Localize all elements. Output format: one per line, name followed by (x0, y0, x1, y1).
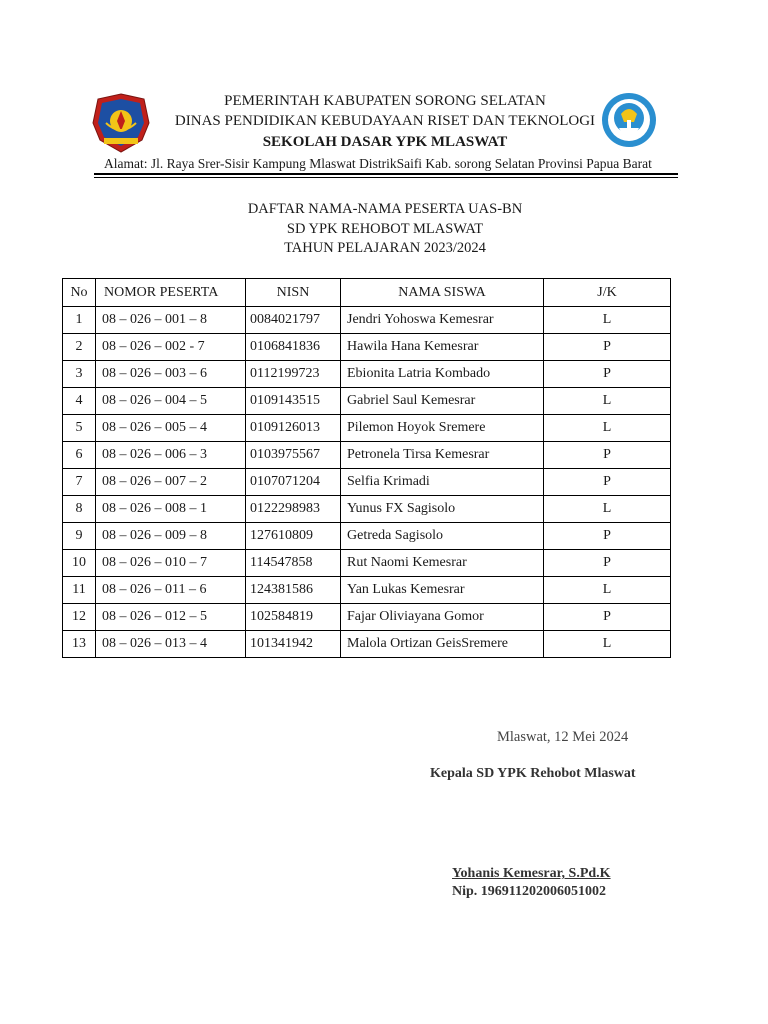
nama-siswa-cell: Petronela Tirsa Kemesrar (341, 442, 544, 469)
row-number-cell: 5 (63, 415, 96, 442)
row-number-cell: 7 (63, 469, 96, 496)
column-header-no: No (63, 279, 96, 307)
jenis-kelamin-cell: L (544, 631, 671, 658)
nama-siswa-cell: Rut Naomi Kemesrar (341, 550, 544, 577)
signature-position: Kepala SD YPK Rehobot Mlaswat (430, 766, 636, 781)
table-header-row (63, 279, 671, 307)
nama-siswa-cell: Fajar Oliviayana Gomor (341, 604, 544, 631)
jenis-kelamin-cell: P (544, 604, 671, 631)
nama-siswa-cell: Hawila Hana Kemesrar (341, 334, 544, 361)
jenis-kelamin-cell: L (544, 307, 671, 334)
header-address: Alamat: Jl. Raya Srer-Sisir Kampung Mlaswat DistrikSaifi Kab. sorong Selatan Provinsi Papua Barat (104, 156, 652, 171)
document-subtitle-year: TAHUN PELAJARAN 2023/2024 (284, 240, 486, 256)
signer-nip: Nip. 196911202006051002 (452, 884, 607, 899)
table-row (63, 604, 671, 631)
jenis-kelamin-cell: L (544, 577, 671, 604)
jenis-kelamin-cell: P (544, 523, 671, 550)
nomor-peserta-cell: 08 – 026 – 011 – 6 (96, 577, 246, 604)
row-number-cell: 6 (63, 442, 96, 469)
header-divider-thin (94, 177, 678, 178)
column-header-nama-siswa: NAMA SISWA (341, 279, 544, 307)
column-header-nisn: NISN (246, 279, 341, 307)
table-row (63, 577, 671, 604)
nisn-cell: 0109143515 (246, 388, 341, 415)
table-row (63, 523, 671, 550)
row-number-cell: 2 (63, 334, 96, 361)
nisn-cell: 0122298983 (246, 496, 341, 523)
jenis-kelamin-cell: P (544, 442, 671, 469)
document-subtitle-school: SD YPK REHOBOT MLASWAT (286, 221, 484, 237)
row-number-cell: 1 (63, 307, 96, 334)
table-row (63, 388, 671, 415)
nama-siswa-cell: Selfia Krimadi (341, 469, 544, 496)
nisn-cell: 0112199723 (246, 361, 341, 388)
row-number-cell: 11 (63, 577, 96, 604)
table-row (63, 496, 671, 523)
nama-siswa-cell: Pilemon Hoyok Sremere (341, 415, 544, 442)
row-number-cell: 9 (63, 523, 96, 550)
header-divider-thick (94, 173, 678, 175)
nomor-peserta-cell: 08 – 026 – 001 – 8 (96, 307, 246, 334)
jenis-kelamin-cell: L (544, 388, 671, 415)
nisn-cell: 0084021797 (246, 307, 341, 334)
nisn-cell: 101341942 (246, 631, 341, 658)
nomor-peserta-cell: 08 – 026 – 005 – 4 (96, 415, 246, 442)
row-number-cell: 13 (63, 631, 96, 658)
table-row (63, 361, 671, 388)
nisn-cell: 124381586 (246, 577, 341, 604)
column-header-jk: J/K (544, 279, 671, 307)
table-row (63, 550, 671, 577)
nisn-cell: 0103975567 (246, 442, 341, 469)
nomor-peserta-cell: 08 – 026 – 006 – 3 (96, 442, 246, 469)
row-number-cell: 8 (63, 496, 96, 523)
nomor-peserta-cell: 08 – 026 – 004 – 5 (96, 388, 246, 415)
nomor-peserta-cell: 08 – 026 – 012 – 5 (96, 604, 246, 631)
nisn-cell: 0109126013 (246, 415, 341, 442)
column-header-nomor-peserta: NOMOR PESERTA (96, 279, 246, 307)
signature-place-date: Mlaswat, 12 Mei 2024 (497, 729, 629, 745)
nisn-cell: 114547858 (246, 550, 341, 577)
nama-siswa-cell: Ebionita Latria Kombado (341, 361, 544, 388)
table-row (63, 307, 671, 334)
row-number-cell: 10 (63, 550, 96, 577)
nisn-cell: 102584819 (246, 604, 341, 631)
jenis-kelamin-cell: P (544, 469, 671, 496)
nomor-peserta-cell: 08 – 026 – 003 – 6 (96, 361, 246, 388)
nomor-peserta-cell: 08 – 026 – 007 – 2 (96, 469, 246, 496)
jenis-kelamin-cell: P (544, 334, 671, 361)
nomor-peserta-cell: 08 – 026 – 013 – 4 (96, 631, 246, 658)
nisn-cell: 0107071204 (246, 469, 341, 496)
jenis-kelamin-cell: P (544, 550, 671, 577)
nama-siswa-cell: Getreda Sagisolo (341, 523, 544, 550)
regency-emblem-logo (92, 93, 150, 153)
table-row (63, 631, 671, 658)
nisn-cell: 127610809 (246, 523, 341, 550)
jenis-kelamin-cell: L (544, 415, 671, 442)
table-row (63, 469, 671, 496)
header-government-line: PEMERINTAH KABUPATEN SORONG SELATAN (224, 93, 546, 109)
nama-siswa-cell: Yunus FX Sagisolo (341, 496, 544, 523)
row-number-cell: 3 (63, 361, 96, 388)
nama-siswa-cell: Malola Ortizan GeisSremere (341, 631, 544, 658)
jenis-kelamin-cell: L (544, 496, 671, 523)
signer-name: Yohanis Kemesrar, S.Pd.K (452, 866, 611, 881)
nomor-peserta-cell: 08 – 026 – 009 – 8 (96, 523, 246, 550)
jenis-kelamin-cell: P (544, 361, 671, 388)
nomor-peserta-cell: 08 – 026 – 008 – 1 (96, 496, 246, 523)
header-school-name: SEKOLAH DASAR YPK MLASWAT (262, 134, 508, 150)
header-department-line: DINAS PENDIDIKAN KEBUDAYAAN RISET DAN TEKNOLOGI (174, 113, 596, 129)
nomor-peserta-cell: 08 – 026 – 002 - 7 (96, 334, 246, 361)
nama-siswa-cell: Yan Lukas Kemesrar (341, 577, 544, 604)
row-number-cell: 4 (63, 388, 96, 415)
table-row (63, 442, 671, 469)
nisn-cell: 0106841836 (246, 334, 341, 361)
nama-siswa-cell: Gabriel Saul Kemesrar (341, 388, 544, 415)
row-number-cell: 12 (63, 604, 96, 631)
nama-siswa-cell: Jendri Yohoswa Kemesrar (341, 307, 544, 334)
nomor-peserta-cell: 08 – 026 – 010 – 7 (96, 550, 246, 577)
table-row (63, 415, 671, 442)
document-title: DAFTAR NAMA-NAMA PESERTA UAS-BN (247, 201, 523, 217)
participant-table (62, 278, 671, 658)
table-row (63, 334, 671, 361)
